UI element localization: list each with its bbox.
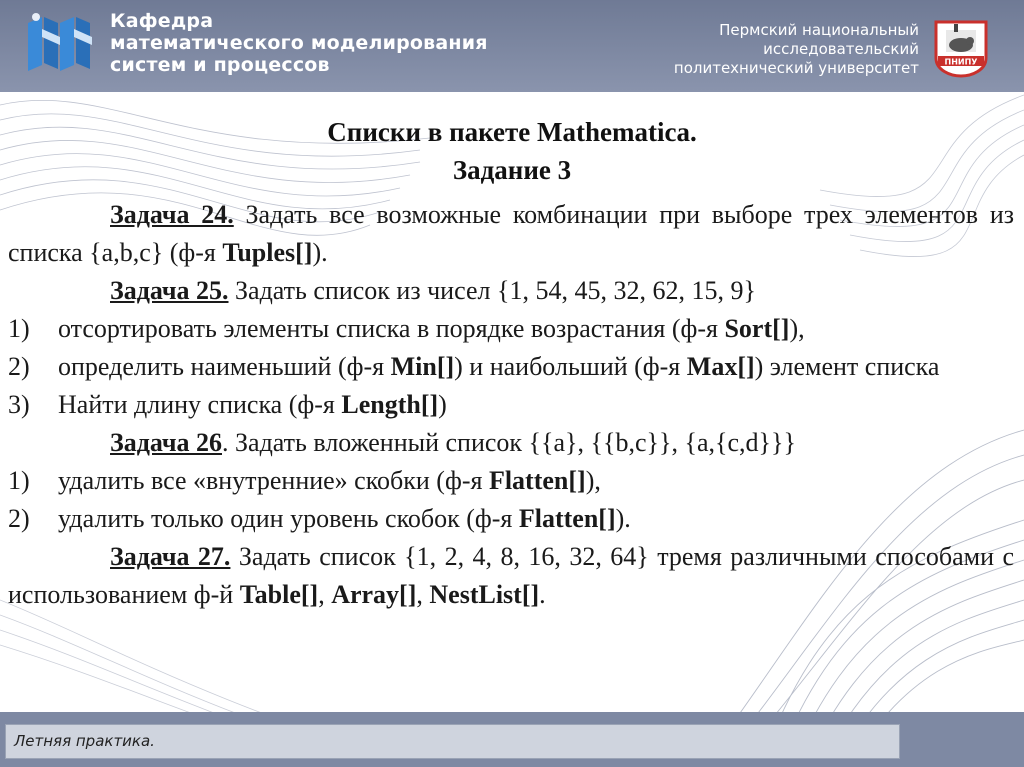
university-name	[674, 21, 919, 78]
task-27: Задача 27. Задать список {1, 2, 4, 8, 16, 32, 64} тремя различными способами с использованием ф-й Table[], Array[], NestList[].	[8, 542, 1014, 609]
function-name: Min[]	[390, 352, 455, 381]
task-27-label: Задача 27.	[110, 542, 231, 571]
department-line-1: Кафедра	[110, 10, 214, 32]
task-26	[8, 424, 1014, 462]
task-24-tail: ).	[312, 238, 328, 267]
footer-label-box	[5, 724, 900, 759]
pnipu-emblem-icon	[932, 18, 990, 78]
task-26-text: . Задать вложенный список {{a}, {{b,c}}, {a,{c,d}}}	[222, 428, 796, 457]
list-item	[8, 310, 1014, 348]
list-item-number: 3)	[8, 390, 30, 419]
list-item-number: 1)	[8, 314, 30, 343]
list-item-text: определить наименьший (ф-я Min[]) и наибольший (ф-я Max[]) элемент списка	[58, 352, 940, 381]
footer-label: Летняя практика.	[14, 732, 155, 750]
list-item	[8, 462, 1014, 500]
slide-content	[8, 196, 1014, 614]
task-24-label: Задача 24.	[110, 200, 234, 229]
list-item	[8, 348, 1014, 386]
list-item	[8, 386, 1014, 424]
function-name: Flatten[]	[518, 504, 616, 533]
function-name: Length[]	[341, 390, 439, 419]
task-27-text: Задать список {1, 2, 4, 8, 16, 32, 64} тремя различными способами с использованием ф-й	[8, 542, 1014, 609]
slide-title: Списки в пакете Mathematica.	[327, 117, 697, 147]
task-26-label: Задача 26	[110, 428, 222, 457]
task-25-text: Задать список из чисел {1, 54, 45, 32, 62, 15, 9}	[228, 276, 756, 305]
department-line-3: систем и процессов	[110, 54, 330, 76]
function-name: NestList[]	[429, 580, 540, 609]
function-name: Flatten[]	[488, 466, 586, 495]
slide-subtitle: Задание 3	[452, 155, 572, 185]
list-item-text: удалить все «внутренние» скобки (ф-я Flatten[]),	[58, 466, 601, 495]
slide-header	[0, 0, 1024, 92]
task-25-label: Задача 25.	[110, 276, 229, 305]
function-name: Max[]	[686, 352, 755, 381]
list-item-number: 2)	[8, 352, 30, 381]
list-item-text: удалить только один уровень скобок (ф-я Flatten[]).	[58, 504, 631, 533]
department-name	[110, 10, 488, 76]
list-item-text: отсортировать элементы списка в порядке возрастания (ф-я Sort[]),	[58, 314, 805, 343]
task-24	[8, 196, 1014, 272]
function-name: Array[]	[331, 580, 417, 609]
department-logo-icon	[22, 9, 104, 77]
university-line-3: политехнический университет	[673, 59, 919, 77]
function-name: Table[]	[239, 580, 319, 609]
list-item-number: 1)	[8, 466, 30, 495]
list-item-number: 2)	[8, 504, 30, 533]
task-24-function: Tuples[]	[222, 238, 313, 267]
university-line-1: Пермский национальный	[719, 21, 919, 39]
task-25	[8, 272, 1014, 310]
function-name: Sort[]	[724, 314, 790, 343]
list-item	[8, 500, 1014, 538]
department-line-2: математического моделирования	[110, 32, 488, 54]
university-line-2: исследовательский	[763, 40, 919, 58]
list-item-text: Найти длину списка (ф-я Length[])	[58, 390, 447, 419]
task-24-text: Задать все возможные комбинации при выборе трех элементов из списка {a,b,c} (ф-я	[8, 200, 1015, 267]
emblem-text: ПНИПУ	[944, 57, 978, 67]
